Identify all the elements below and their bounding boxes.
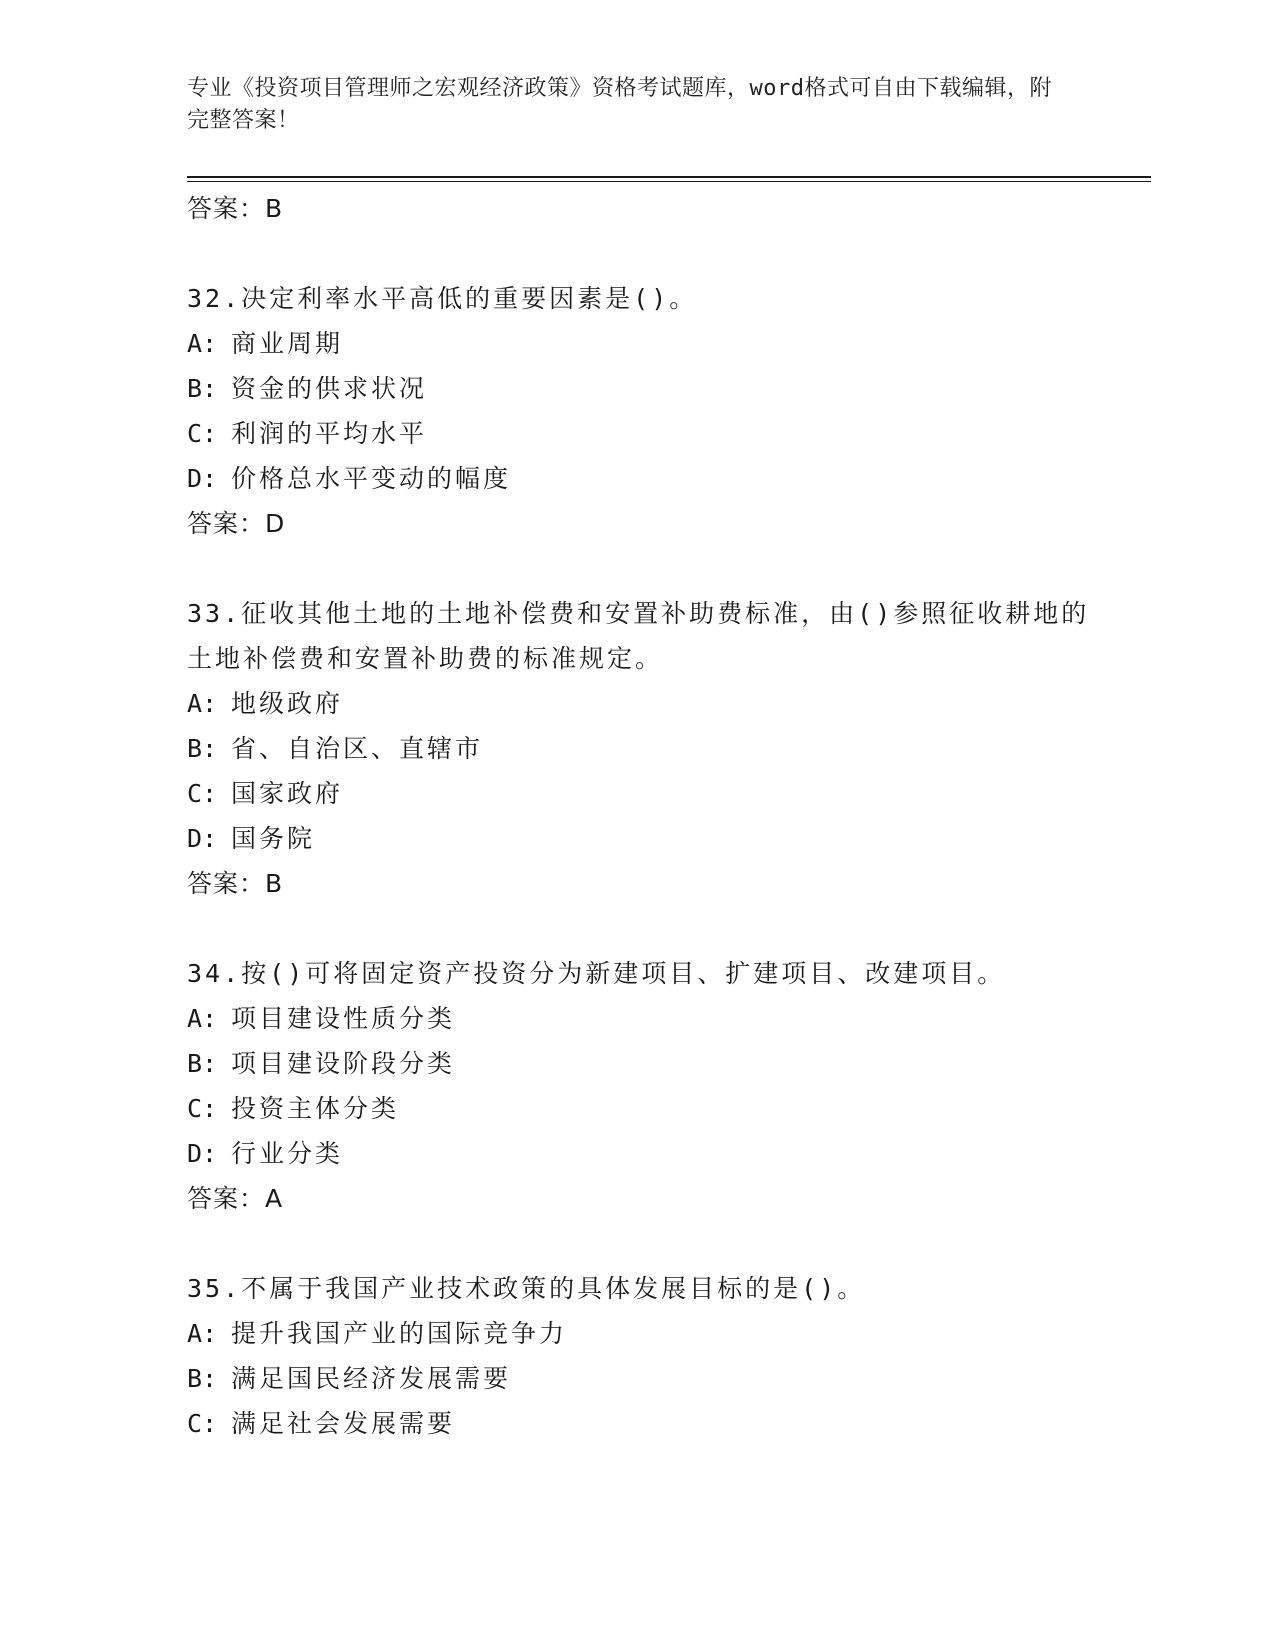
option-label: D: (187, 464, 218, 493)
option-text: 项目建设阶段分类 (231, 1049, 456, 1078)
option-label: B: (187, 1049, 218, 1078)
option-text: 行业分类 (231, 1139, 344, 1168)
header-rule-thick (187, 176, 1151, 178)
option-c (187, 411, 1117, 456)
option-text: 价格总水平变动的幅度 (231, 464, 512, 493)
option-c (187, 1401, 1117, 1446)
option-label: C: (187, 1409, 218, 1438)
option-text: 满足社会发展需要 (231, 1409, 456, 1438)
option-text: 资金的供求状况 (231, 374, 428, 403)
question-33 (187, 591, 1117, 907)
option-label: D: (187, 824, 218, 853)
option-d (187, 1131, 1117, 1176)
option-a (187, 681, 1117, 726)
question-list (187, 186, 1117, 1446)
option-text: 国家政府 (231, 779, 344, 808)
option-b (187, 726, 1117, 771)
question-stem: 35.不属于我国产业技术政策的具体发展目标的是()。 (187, 1274, 866, 1303)
answer: 答案：A (187, 1184, 284, 1213)
option-label: C: (187, 419, 218, 448)
option-label: A: (187, 1004, 218, 1033)
question-stem: 33.征收其他土地的土地补偿费和安置补助费标准，由()参照征收耕地的土地补偿费和安置补助费的标准规定。 (187, 599, 1090, 673)
option-a (187, 1311, 1117, 1356)
answer: 答案：B (187, 869, 284, 898)
option-d (187, 456, 1117, 501)
option-text: 满足国民经济发展需要 (231, 1364, 512, 1393)
option-label: C: (187, 779, 218, 808)
previous-answer: 答案：B (187, 194, 284, 223)
option-text: 省、自治区、直辖市 (231, 734, 484, 763)
document-header: 专业《投资项目管理师之宏观经济政策》资格考试题库，word格式可自由下载编辑，附完整答案！ (187, 76, 1052, 133)
question-stem: 34.按()可将固定资产投资分为新建项目、扩建项目、改建项目。 (187, 959, 1006, 988)
question-stem: 32.决定利率水平高低的重要因素是()。 (187, 284, 698, 313)
option-b (187, 1041, 1117, 1086)
option-text: 国务院 (231, 824, 316, 853)
option-label: B: (187, 1364, 218, 1393)
option-b (187, 1356, 1117, 1401)
option-text: 项目建设性质分类 (231, 1004, 456, 1033)
question-34 (187, 951, 1117, 1222)
option-c (187, 771, 1117, 816)
answer: 答案：D (187, 509, 286, 538)
option-label: D: (187, 1139, 218, 1168)
option-label: A: (187, 1319, 218, 1348)
option-a (187, 996, 1117, 1041)
option-c (187, 1086, 1117, 1131)
question-32 (187, 276, 1117, 547)
header-rule-thin (187, 181, 1151, 182)
option-text: 提升我国产业的国际竞争力 (231, 1319, 568, 1348)
option-label: C: (187, 1094, 218, 1123)
option-text: 利润的平均水平 (231, 419, 428, 448)
question-35 (187, 1266, 1117, 1446)
option-label: A: (187, 689, 218, 718)
option-d (187, 816, 1117, 861)
option-label: B: (187, 374, 218, 403)
option-label: B: (187, 734, 218, 763)
option-text: 地级政府 (231, 689, 344, 718)
option-label: A: (187, 329, 218, 358)
option-b (187, 366, 1117, 411)
option-a (187, 321, 1117, 366)
option-text: 商业周期 (231, 329, 344, 358)
option-text: 投资主体分类 (231, 1094, 400, 1123)
